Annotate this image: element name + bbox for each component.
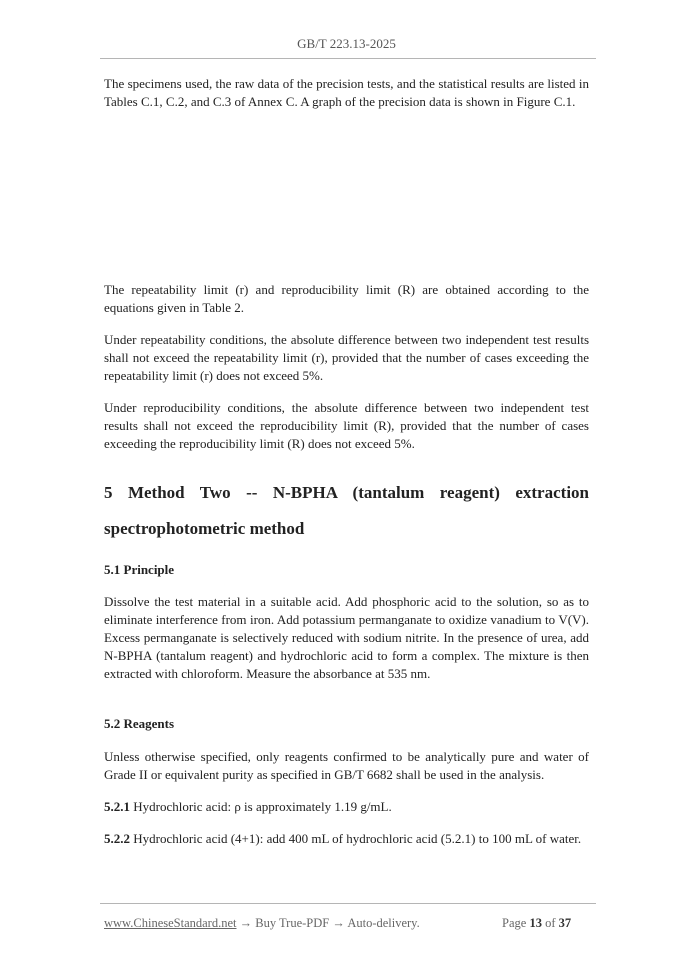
- paragraph-repeatability: Under repeatability conditions, the absolute difference between two independent test results shall not exceed the repeatability limit (r), provided that the number of cases exceeding the repeatability limit (r) does not exceed 5%.: [104, 332, 589, 383]
- header-divider: [100, 58, 596, 59]
- current-page-number: 13: [529, 916, 542, 930]
- reagents-paragraph: Unless otherwise specified, only reagents confirmed to be analytically pure and water of Grade II or equivalent purity as specified in GB/T 6682 shall be used in the analysis.: [104, 749, 589, 782]
- item-5-2-2-text: Hydrochloric acid (4+1): add 400 mL of hydrochloric acid (5.2.1) to 100 mL of water.: [133, 831, 582, 846]
- item-5-2-2-label: 5.2.2: [104, 831, 130, 846]
- footer-divider: [100, 903, 596, 904]
- total-page-count: 37: [558, 916, 572, 930]
- footer-site-link[interactable]: www.ChineseStandard.net: [104, 916, 237, 930]
- principle-paragraph: Dissolve the test material in a suitable acid. Add phosphoric acid to the solution, so as to eliminate interference from iron. Add potassium permanganate to oxidize vanadium to V(V). Excess permanganate is selectively reduced with sodium nitrite. In the presence of urea, add N-BPHA (tantalum reagent) and hydrochloric acid to form a complex. The mixture is then extracted with chloroform. Measure the absorbance at 535 nm.: [104, 594, 589, 681]
- of-word: of: [545, 916, 556, 930]
- paragraph-precision-data: The specimens used, the raw data of the precision tests, and the statistical results are listed in Tables C.1, C.2, and C.3 of Annex C. A graph of the precision data is shown in Figure C.1.: [104, 76, 589, 109]
- section-5-2-heading: 5.2 Reagents: [104, 716, 175, 731]
- section-5-1-heading: 5.1 Principle: [104, 562, 175, 577]
- footer-delivery-text: Auto-delivery.: [347, 916, 420, 930]
- section-5-heading: 5 Method Two -- N-BPHA (tantalum reagent) extraction spectrophotometric method: [104, 483, 589, 538]
- paragraph-reproducibility: Under reproducibility conditions, the absolute difference between two independent test results shall not exceed the reproducibility limit (R), provided that the number of cases exceeding the reproducibility limit (R) does not exceed 5%.: [104, 400, 589, 451]
- arrow-icon: →: [332, 916, 345, 930]
- item-5-2-1-label: 5.2.1: [104, 799, 130, 814]
- item-5-2-1-text: Hydrochloric acid: ρ is approximately 1.19 g/mL.: [133, 799, 392, 814]
- footer-buy-link[interactable]: Buy True-PDF: [255, 916, 330, 930]
- page-header-title: GB/T 223.13-2025: [297, 36, 396, 51]
- page-number: [502, 916, 571, 931]
- arrow-icon: →: [239, 916, 253, 930]
- footer-promo: [104, 916, 420, 931]
- paragraph-limits: The repeatability limit (r) and reproducibility limit (R) are obtained according to the equations given in Table 2.: [104, 282, 589, 315]
- item-5-2-1: [104, 798, 589, 816]
- page-word: Page: [502, 916, 527, 930]
- item-5-2-2: [104, 830, 589, 848]
